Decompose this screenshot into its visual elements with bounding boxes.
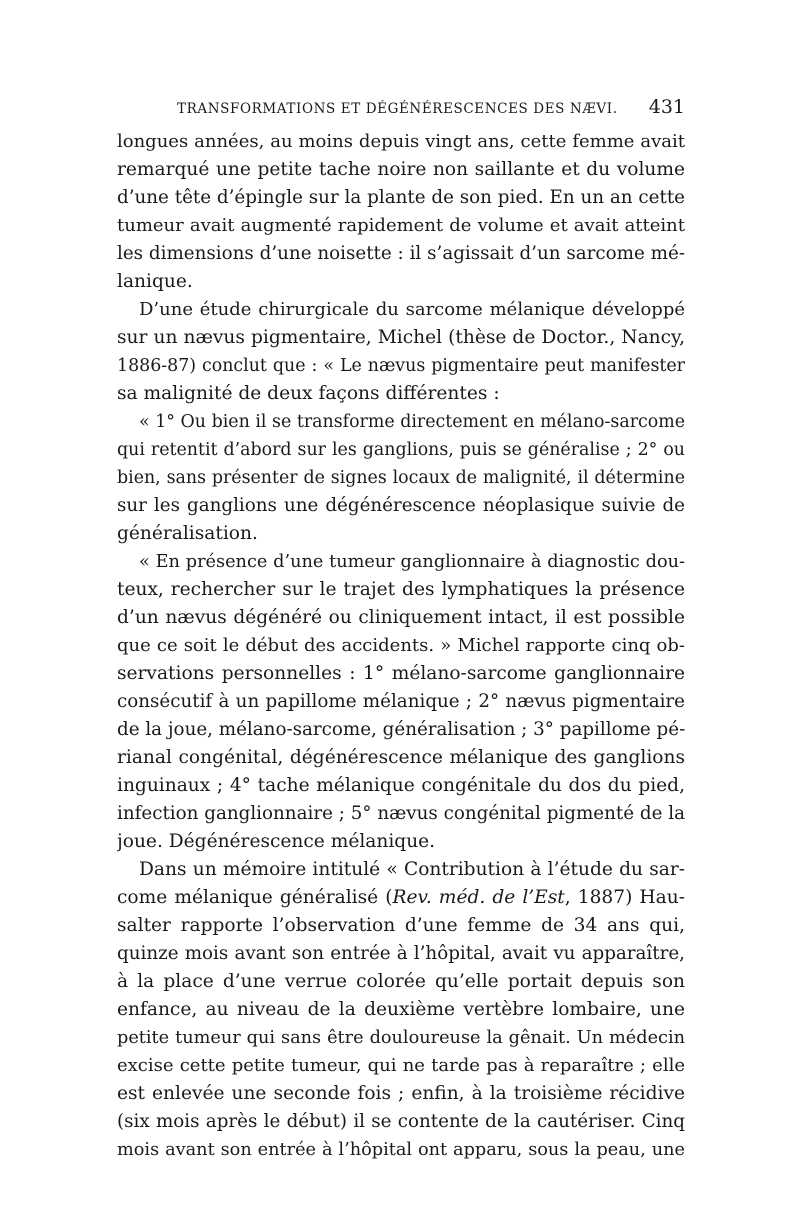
text-line: enfance, au niveau de la deuxième vertèbre lombaire, une (117, 999, 685, 1020)
text-line: les dimensions d’une noisette : il s’agissait d’un sarcome mé- (117, 243, 685, 264)
body-text (117, 128, 685, 1164)
text-line: 1886-87) conclut que : « Le nævus pigmentaire peut manifester (117, 356, 685, 376)
text-segment: come mélanique généralisé ( (117, 887, 393, 908)
text-line: d’un nævus dégénéré ou cliniquement intact, il est possible (117, 607, 685, 628)
text-line: est enlevée une seconde fois ; enfin, à la troisième récidive (117, 1083, 685, 1104)
text-line: infection ganglionnaire ; 5° nævus congénital pigmenté de la (117, 803, 685, 824)
text-line: « 1° Ou bien il se transforme directement en mélano-sarcome (139, 412, 685, 432)
text-segment: , 1887) Hau- (564, 887, 685, 908)
text-line: que ce soit le début des accidents. » Michel rapporte cinq ob- (117, 635, 685, 656)
text-line: sur un nævus pigmentaire, Michel (thèse de Doctor., Nancy, (117, 327, 685, 348)
text-line: à la place d’une verrue colorée qu’elle portait depuis son (117, 971, 685, 992)
text-line: excise cette petite tumeur, qui ne tarde pas à reparaître ; elle (117, 1055, 685, 1076)
text-line: d’une tête d’épingle sur la plante de son pied. En un an cette (117, 187, 685, 208)
text-line: lanique. (117, 271, 193, 292)
text-line: sa malignité de deux façons différentes : (117, 383, 500, 404)
text-line: consécutif à un papillome mélanique ; 2° nævus pigmentaire (117, 691, 685, 712)
text-line: petite tumeur qui sans être douloureuse la gênait. Un médecin (117, 1028, 685, 1048)
running-head-title: TRANSFORMATIONS ET DÉGÉNÉRESCENCES DES NÆVI. (177, 101, 618, 117)
text-line: D’une étude chirurgicale du sarcome mélanique développé (139, 299, 685, 320)
text-line: qui retentit d’abord sur les ganglions, puis se généralise ; 2° ou (117, 440, 685, 460)
text-line: longues années, au moins depuis vingt ans, cette femme avait (117, 131, 685, 152)
text-line: (six mois après le début) il se contente de la cautériser. Cinq (117, 1111, 685, 1132)
text-line: remarqué une petite tache noire non saillante et du volume (117, 159, 685, 180)
page-number: 431 (648, 96, 685, 118)
text-line: quinze mois avant son entrée à l’hôpital, avait vu apparaître, (117, 943, 685, 964)
running-head (117, 96, 685, 128)
book-page (117, 96, 685, 1164)
text-line: tumeur avait augmenté rapidement de volume et avait atteint (117, 215, 685, 236)
text-line: inguinaux ; 4° tache mélanique congénitale du dos du pied, (117, 775, 685, 796)
text-line: joue. Dégénérescence mélanique. (117, 831, 436, 852)
text-line: « En présence d’une tumeur ganglionnaire à diagnostic dou- (139, 552, 685, 572)
text-line: sur les ganglions une dégénérescence néoplasique suivie de (117, 495, 685, 516)
text-line: rianal congénital, dégénérescence mélanique des ganglions (117, 747, 685, 768)
text-line: généralisation. (117, 523, 258, 544)
text-line: Dans un mémoire intitulé « Contribution à l’étude du sar- (139, 859, 685, 880)
text-line: servations personnelles : 1° mélano-sarcome ganglionnaire (117, 663, 685, 684)
text-line: salter rapporte l’observation d’une femme de 34 ans qui, (117, 915, 685, 936)
journal-title: Rev. méd. de l’Est (392, 887, 565, 908)
text-line: de la joue, mélano-sarcome, généralisation ; 3° papillome pé- (117, 719, 685, 740)
text-line: teux, rechercher sur le trajet des lymphatiques la présence (117, 579, 685, 600)
text-line: bien, sans présenter de signes locaux de malignité, il détermine (117, 468, 685, 488)
text-line: mois avant son entrée à l’hôpital ont apparu, sous la peau, une (117, 1140, 685, 1160)
text-line (117, 884, 685, 912)
